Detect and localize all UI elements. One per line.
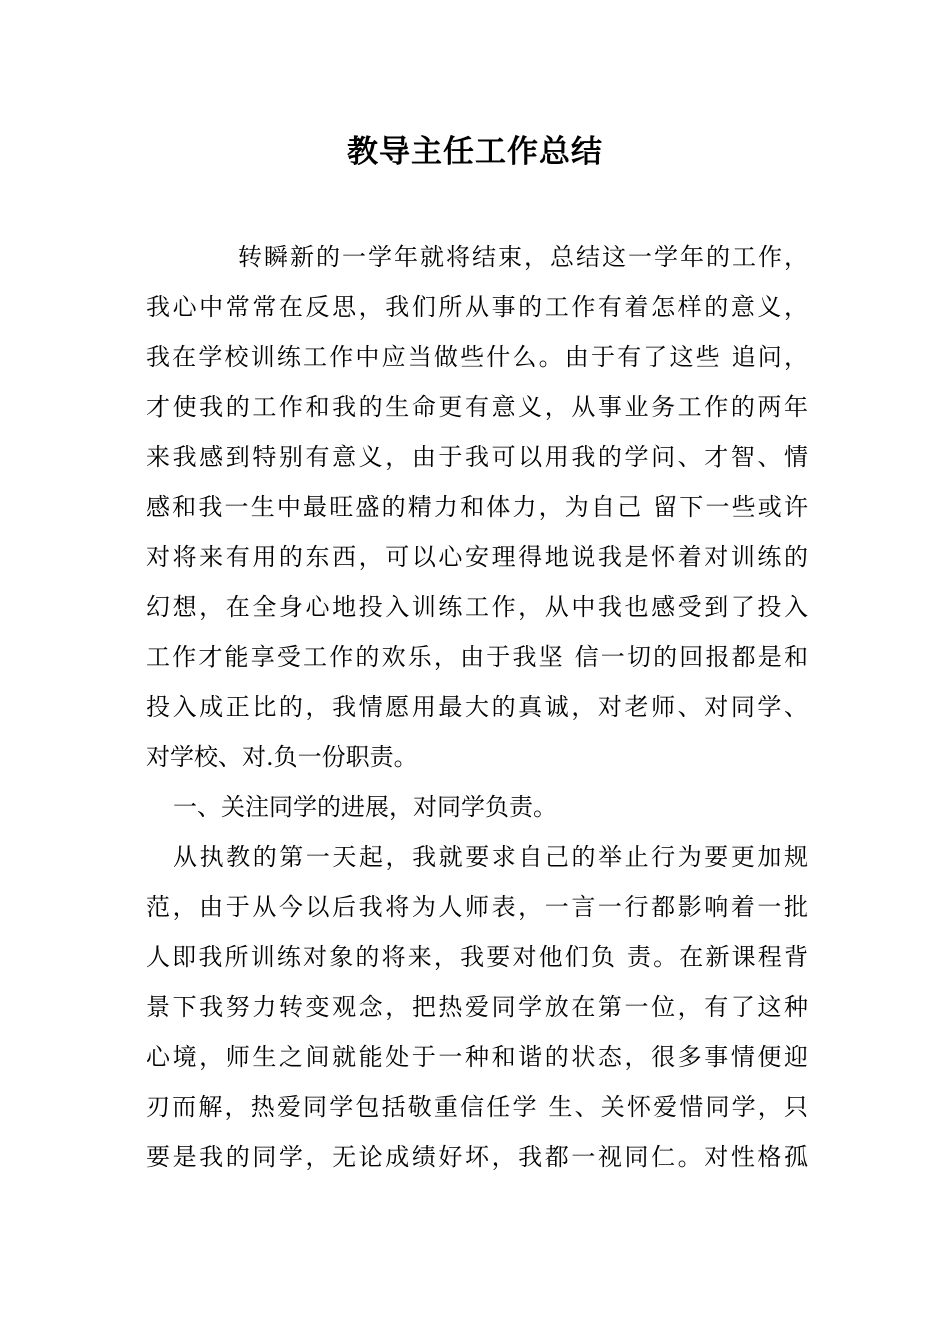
paragraph-line: 要是我的同学，无论成绩好坏，我都一视同仁。对性格孤 <box>146 1143 808 1171</box>
paragraph-line: 感和我一生中最旺盛的精力和体力，为自己 留下一些或许 <box>146 493 808 521</box>
paragraph-line: 才使我的工作和我的生命更有意义，从事业务工作的两年 <box>146 393 808 421</box>
paragraph-line: 范，由于从今以后我将为人师表，一言一行都影响着一批 <box>146 893 808 921</box>
paragraph-line: 我心中常常在反思，我们所从事的工作有着怎样的意义， <box>146 293 808 321</box>
paragraph-line: 心境，师生之间就能处于一种和谐的状态，很多事情便迎 <box>146 1043 808 1071</box>
paragraph-line: 工作才能享受工作的欢乐，由于我坚 信一切的回报都是和 <box>146 643 808 671</box>
section-heading: 一、关注同学的进展，对同学负责。 <box>173 793 557 821</box>
paragraph-line: 刃而解，热爱同学包括敬重信任学 生、关怀爱惜同学，只 <box>146 1093 808 1121</box>
paragraph-line: 幻想，在全身心地投入训练工作，从中我也感受到了投入 <box>146 593 808 621</box>
paragraph-line: 转瞬新的一学年就将结束，总结这一学年的工作， <box>238 243 808 271</box>
paragraph-line: 来我感到特别有意义，由于我可以用我的学问、才智、情 <box>146 443 808 471</box>
paragraph-line: 我在学校训练工作中应当做些什么。由于有了这些 追问， <box>146 343 808 371</box>
paragraph-line: 对学校、对.负一份职责。 <box>146 743 418 771</box>
paragraph-line: 对将来有用的东西，可以心安理得地说我是怀着对训练的 <box>146 543 808 571</box>
paragraph-line: 从执教的第一天起，我就要求自己的举止行为要更加规 <box>173 843 808 871</box>
paragraph-line: 景下我努力转变观念，把热爱同学放在第一位，有了这种 <box>146 993 808 1021</box>
document-title: 教导主任工作总结 <box>347 134 603 170</box>
paragraph-line: 投入成正比的，我情愿用最大的真诚，对老师、对同学、 <box>146 693 808 721</box>
paragraph-line: 人即我所训练对象的将来，我要对他们负 责。在新课程背 <box>146 943 808 971</box>
